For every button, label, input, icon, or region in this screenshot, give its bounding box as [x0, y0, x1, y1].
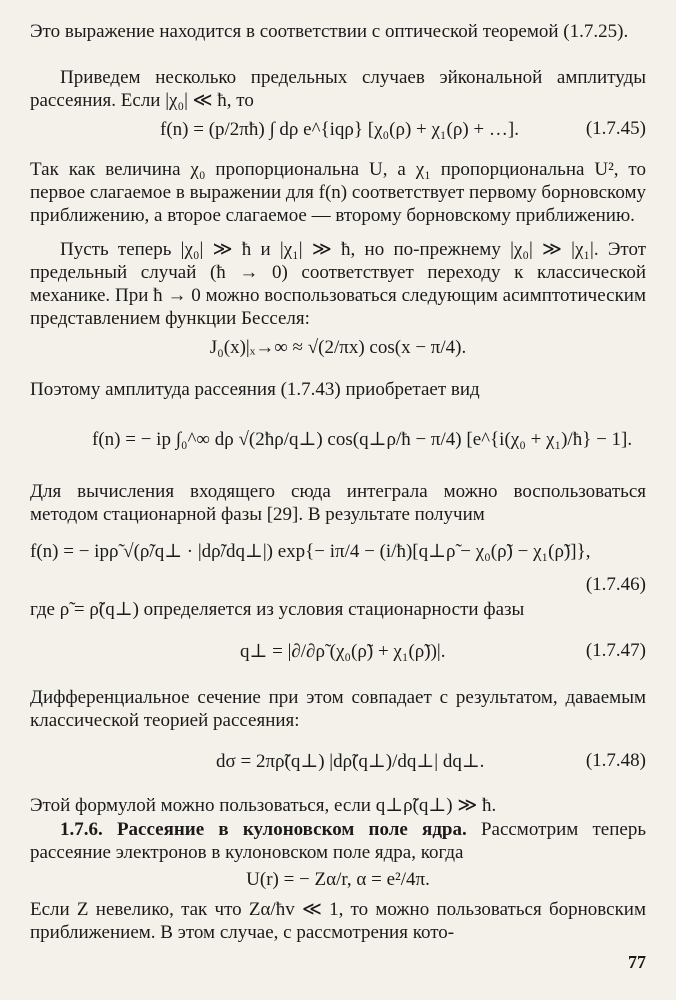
paragraph-2: Приведем несколько предельных случаев эйкональной амплитуды рассеяния. Если |χ₀| ≪ ħ, то — [30, 67, 646, 111]
paragraph-8: Дифференциальное сечение при этом совпадает с результатом, даваемым классической теорией рассеяния: — [30, 687, 646, 731]
equation-amplitude: f(n) = − ip ∫₀^∞ dρ √(2ħρ/q⊥) cos(q⊥ρ/ħ − π/4) [e^{i(χ₀ + χ₁)/ħ} − 1]. — [92, 429, 633, 450]
paragraph-10-text: Рассмотрим теперь рассеяние электронов в кулоновском поле ядра, когда — [30, 819, 646, 863]
paragraph-10 — [30, 818, 646, 864]
equation-number-1-7-45: (1.7.45) — [585, 118, 646, 139]
paragraph-5: Поэтому амплитуда рассеяния (1.7.43) приобретает вид — [30, 379, 480, 400]
equation-coulomb: U(r) = − Zα/r, α = e²/4π. — [246, 869, 430, 890]
equation-1-7-46: f(n) = − ipρ̃ √(ρ̃/q⊥ · |dρ̃/dq⊥|) exp{− iπ/4 − (i/ħ)[q⊥ρ̃ − χ₀(ρ̃) − χ₁(ρ̃)]}, — [30, 541, 591, 562]
paragraph-3: Так как величина χ₀ пропорциональна U, а χ₁ пропорциональна U², то первое слагаемое в выражении для f(n) соответствует первому борновскому приближению, а второе слагаемое — второму борновскому приближению. — [30, 159, 646, 226]
equation-number-1-7-48: (1.7.48) — [585, 750, 646, 771]
paragraph-4: Пусть теперь |χ₀| ≫ ħ и |χ₁| ≫ ħ, но по-прежнему |χ₀| ≫ |χ₁|. Этот предельный случай (ħ → 0) соответствует переходу к классической механике. При ħ → 0 можно воспользоваться следующим асимптотическим представлением функции Бесселя: — [30, 239, 646, 329]
equation-1-7-47: q⊥ = |∂/∂ρ̃ (χ₀(ρ̃) + χ₁(ρ̃))|. — [240, 641, 446, 662]
page-number: 77 — [628, 952, 646, 972]
equation-number-1-7-47: (1.7.47) — [585, 640, 646, 661]
paragraph-1: Это выражение находится в соответствии с оптической теоремой (1.7.25). — [30, 21, 629, 42]
paragraph-7: где ρ̃ = ρ̃(q⊥) определяется из условия стационарности фазы — [30, 599, 525, 620]
equation-1-7-48: dσ = 2πρ̃(q⊥) |dρ̃(q⊥)/dq⊥| dq⊥. — [216, 751, 485, 772]
equation-bessel: J₀(x)|ₓ→∞ ≈ √(2/πx) cos(x − π/4). — [209, 337, 467, 358]
equation-1-7-45: f(n) = (p/2πħ) ∫ dρ e^{iqρ} [χ₀(ρ) + χ₁(ρ) + …]. — [160, 119, 519, 140]
paragraph-11: Если Z невелико, так что Zα/ħv ≪ 1, то можно пользоваться борновским приближением. В этом случае, с рассмотрения кото- — [30, 899, 646, 943]
paragraph-6: Для вычисления входящего сюда интеграла можно воспользоваться методом стационарной фазы [29]. В результате получим — [30, 481, 646, 525]
equation-number-1-7-46: (1.7.46) — [585, 574, 646, 595]
paragraph-9: Этой формулой можно пользоваться, если q⊥ρ̃(q⊥) ≫ ħ. — [30, 795, 497, 816]
section-heading-1-7-6: 1.7.6. Рассеяние в кулоновском поле ядра. — [60, 819, 467, 840]
